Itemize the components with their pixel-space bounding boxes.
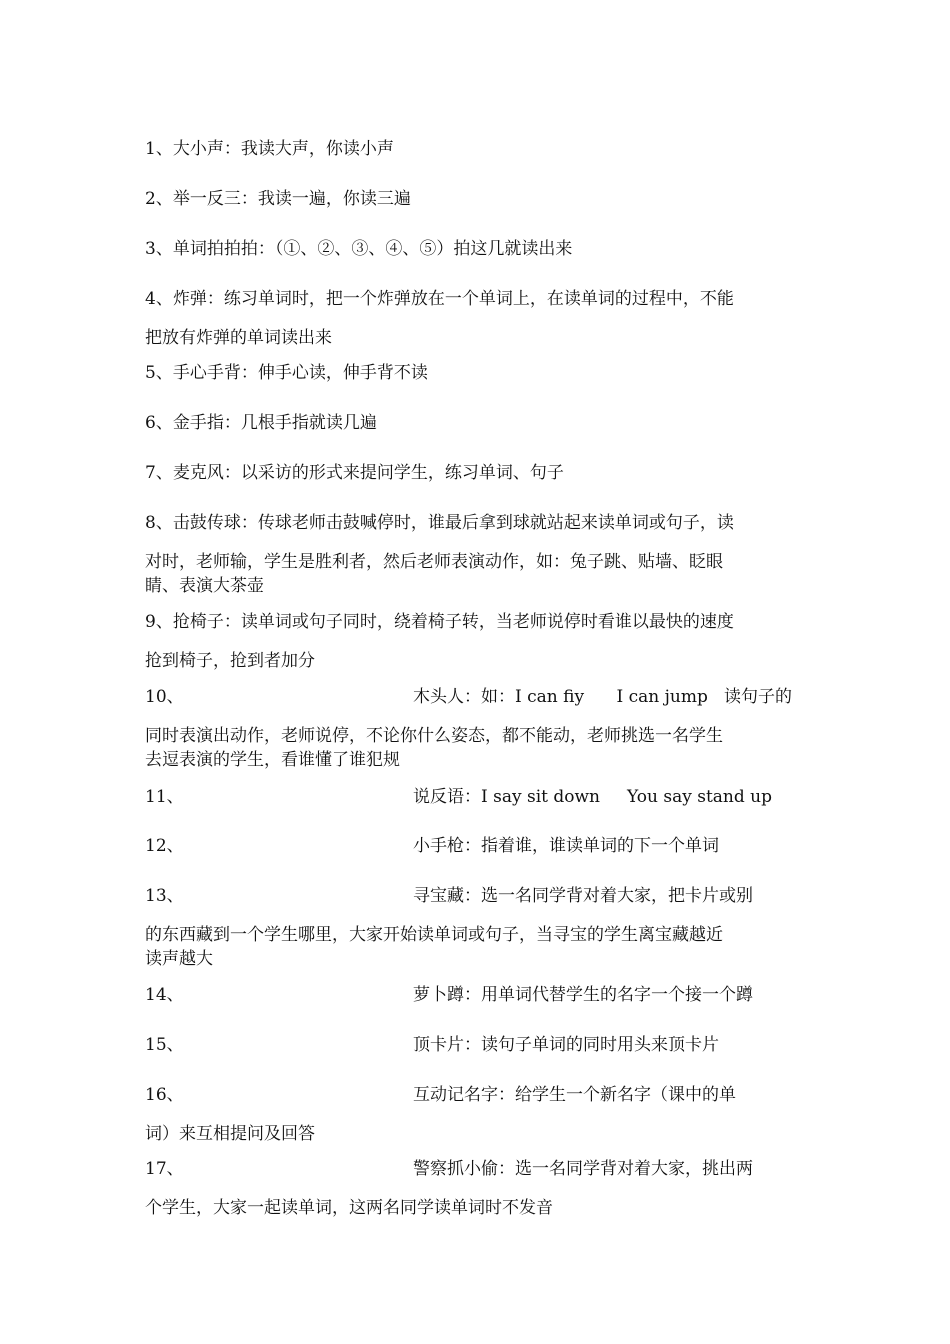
- item-number: 13、: [145, 886, 184, 906]
- list-item-9: [145, 611, 734, 633]
- list-item-10-continuation: 同时表演出动作，老师说停，不论你什么姿态，都不能动，老师挑选一名学生: [145, 726, 723, 746]
- item-text: 手心手背：伸手心读，伸手背不读: [172, 363, 428, 383]
- item-number: 1、: [145, 139, 173, 159]
- list-item-6: [145, 412, 377, 434]
- list-item-10: [145, 686, 792, 708]
- list-item-8-continuation: 对时，老师输，学生是胜利者，然后老师表演动作，如：兔子跳、贴墙、眨眼: [145, 552, 723, 572]
- item-number: 6、: [145, 413, 173, 433]
- item-text: 抢椅子：读单词或句子同时，绕着椅子转，当老师说停时看谁以最快的速度: [172, 612, 734, 632]
- list-item-13-continuation: 的东西藏到一个学生哪里，大家开始读单词或句子，当寻宝的学生离宝藏越近: [145, 925, 723, 945]
- item-number: 11、: [145, 787, 184, 807]
- item-number: 17、: [145, 1159, 184, 1179]
- list-item-17: [145, 1158, 753, 1180]
- item-text: 萝卜蹲：用单词代替学生的名字一个接一个蹲: [413, 985, 753, 1005]
- list-item-2: [145, 188, 411, 210]
- list-item-11: [145, 786, 772, 808]
- item-number: 7、: [145, 463, 173, 483]
- item-number: 14、: [145, 985, 184, 1005]
- item-text: 木头人：如：I can fiy I can jump 读句子的: [413, 687, 793, 707]
- list-item-12: [145, 835, 719, 857]
- item-text: 击鼓传球：传球老师击鼓喊停时，谁最后拿到球就站起来读单词或句子，读: [172, 513, 734, 533]
- list-item-3: [145, 238, 572, 260]
- list-item-14: [145, 984, 753, 1006]
- list-item-8: [145, 512, 734, 534]
- list-item-17-continuation: 个学生，大家一起读单词，这两名同学读单词时不发音: [145, 1198, 553, 1218]
- item-text: 金手指：几根手指就读几遍: [172, 413, 377, 433]
- item-text: 互动记名字：给学生一个新名字（课中的单: [413, 1085, 736, 1105]
- item-number: 2、: [145, 189, 173, 209]
- list-item-13-continuation: 读声越大: [145, 949, 213, 969]
- list-item-4: [145, 288, 734, 310]
- item-text: 大小声：我读大声，你读小声: [172, 139, 394, 159]
- list-item-5: [145, 362, 428, 384]
- list-item-4-continuation: 把放有炸弹的单词读出来: [145, 328, 332, 348]
- item-text: 举一反三：我读一遍，你读三遍: [172, 189, 411, 209]
- item-text: 炸弹：练习单词时，把一个炸弹放在一个单词上，在读单词的过程中，不能: [172, 289, 734, 309]
- list-item-8-continuation: 睛、表演大茶壶: [145, 576, 264, 596]
- item-text: 寻宝藏：选一名同学背对着大家，把卡片或别: [413, 886, 753, 906]
- item-text: 说反语：I say sit down You say stand up: [413, 787, 772, 807]
- item-number: 8、: [145, 513, 173, 533]
- item-number: 9、: [145, 612, 173, 632]
- item-number: 4、: [145, 289, 173, 309]
- list-item-7: [145, 462, 564, 484]
- item-number: 3、: [145, 239, 173, 259]
- list-item-16-continuation: 词）来互相提问及回答: [145, 1124, 315, 1144]
- item-number: 10、: [145, 687, 184, 707]
- list-item-15: [145, 1034, 719, 1056]
- item-number: 12、: [145, 836, 184, 856]
- list-item-10-continuation: 去逗表演的学生，看谁懂了谁犯规: [145, 750, 400, 770]
- item-number: 5、: [145, 363, 173, 383]
- item-number: 15、: [145, 1035, 184, 1055]
- list-item-13: [145, 885, 753, 907]
- item-text: 单词拍拍拍：（①、②、③、④、⑤）拍这几就读出来: [172, 239, 573, 259]
- item-text: 顶卡片：读句子单词的同时用头来顶卡片: [413, 1035, 719, 1055]
- item-number: 16、: [145, 1085, 184, 1105]
- list-item-9-continuation: 抢到椅子，抢到者加分: [145, 651, 315, 671]
- list-item-16: [145, 1084, 736, 1106]
- item-text: 小手枪：指着谁，谁读单词的下一个单词: [413, 836, 719, 856]
- list-item-1: [145, 138, 394, 160]
- item-text: 警察抓小偷：选一名同学背对着大家，挑出两: [413, 1159, 753, 1179]
- item-text: 麦克风：以采访的形式来提问学生，练习单词、句子: [172, 463, 564, 483]
